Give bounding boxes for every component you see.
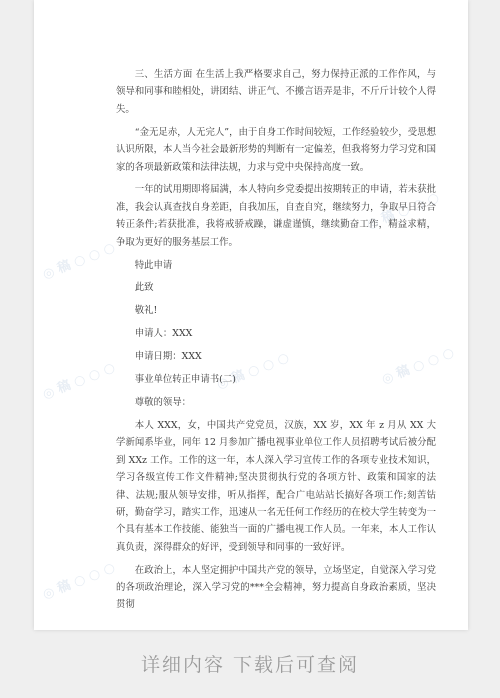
watermark: ◎ 稿 ○ ○ ○ <box>379 345 457 388</box>
paragraph-politics: 在政治上，本人坚定拥护中国共产党的领导，立场坚定，自觉深入学习党的各项政治理论，深入学习党的***全会精神，努力提高自身政治素质，坚决贯彻 <box>116 564 436 611</box>
closing-salute: 此致 <box>134 282 154 294</box>
closing-respect: 敬礼! <box>134 305 158 317</box>
document-page <box>34 0 468 630</box>
download-hint: 详细内容 下载后可查阅 <box>140 654 360 676</box>
paragraph-background: 本人 XXX，女，中国共产党党员，汉族，XX 岁，XX 年 z 月从 XX 大学新闻系毕业，同年 12 月参加广播电视事业单位工作人员招聘考试后被分配到 XXz 工作。工作的这一年，本人深入学习宣传工作的各项专业技术知识，学习各级宣传工作文件精神;坚决贯彻执行党的各项方针、政策和国家的法律、法规;服从领导安排，听从指挥，配合广电站站长搞好各项工作;刻苦钻研，勤奋学习，踏实工作，迅速从一名无任何工作经历的在校大学生转变为一个具有基本工作技能、能独当一面的广播电视工作人员。一年来，本人工作认真负责，深得群众的好评，受到领导和同事的一致好评。 <box>116 419 436 553</box>
watermark: ◎ 稿 ○ ○ ○ <box>40 360 118 403</box>
greeting: 尊敬的领导： <box>134 397 192 408</box>
signature-applicant: 申请人：XXX <box>134 328 193 340</box>
closing-request: 特此申请 <box>134 259 173 271</box>
document-body <box>116 66 436 619</box>
paragraph-modesty: “金无足赤，人无完人”，由于自身工作时间较短，工作经验较少，受思想认识所限，本人当今社会最新形势的判断有一定偏差，但我将努力学习党和国家的各项最新政策和法律法规，力求与党中央保持高度一致。 <box>116 126 436 173</box>
watermark: ◎ 稿 ○ ○ ○ <box>40 560 118 603</box>
watermark: ◎ 稿 ○ ○ ○ <box>364 190 442 233</box>
section-title: 事业单位转正申请书(二) <box>134 374 236 386</box>
watermark: ◎ 稿 ○ ○ ○ <box>214 350 292 393</box>
paragraph-life: 三、生活方面 在生活上我严格要求自己，努力保持正派的工作作风，与领导和同事和睦相处，讲团结、讲正气、不搬言语弄是非，不斤斤计较个人得失。 <box>116 69 436 115</box>
paragraph-probation: 一年的试用期即将届满，本人特向乡党委提出按期转正的申请，若未获批准，我会认真查找自身差距，自我加压，自查自究，继续努力，争取早日符合转正条件;若获批准，我将戒骄戒躁，谦虚谨慎，继续勤奋工作，精益求精，争取为更好的服务基层工作。 <box>116 184 436 248</box>
signature-date: 申请日期：XXX <box>134 351 202 363</box>
watermark: ◎ 稿 ○ ○ ○ <box>40 240 118 283</box>
